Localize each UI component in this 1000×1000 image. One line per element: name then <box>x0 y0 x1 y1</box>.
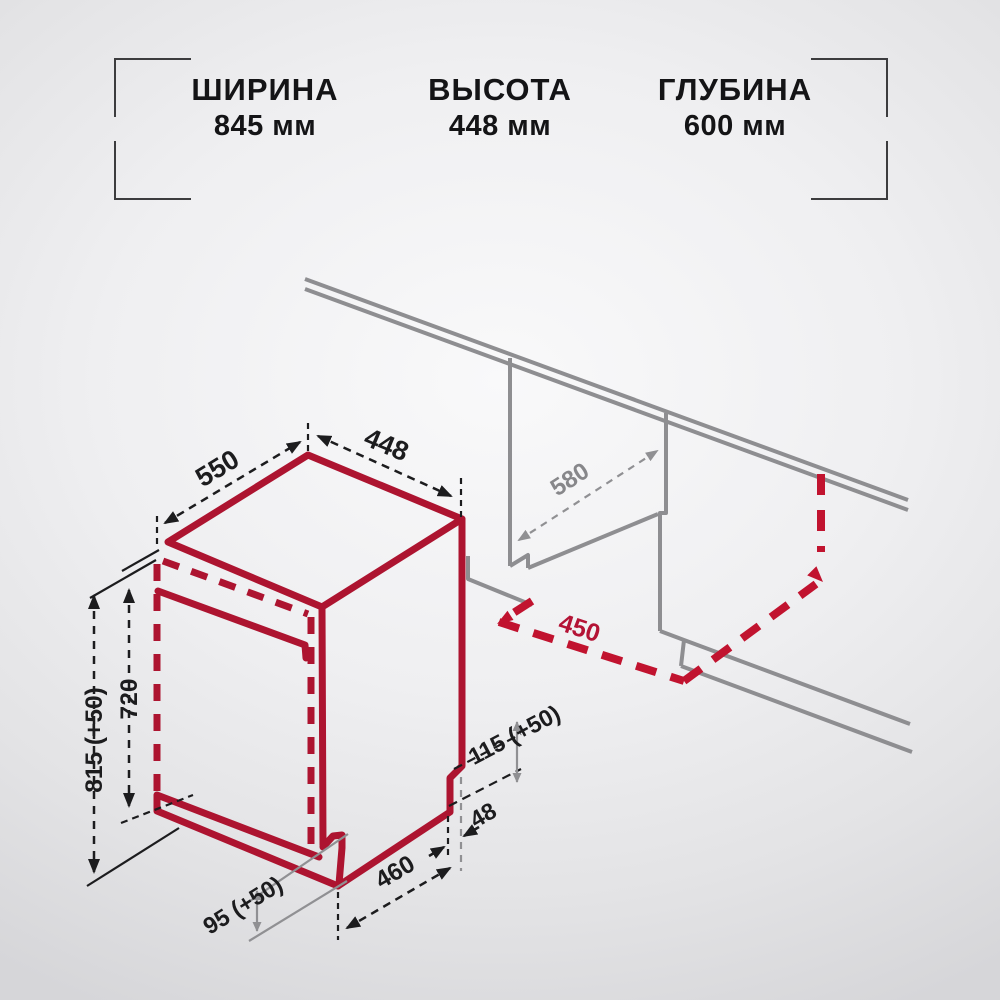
footprint-arrow-right <box>807 566 823 582</box>
label-95: 95 (+50) <box>198 870 288 940</box>
countertop-edge-top <box>305 279 908 500</box>
label-580: 580 <box>545 457 595 502</box>
label-115: 115 (+50) <box>463 700 565 770</box>
height-label: ВЫСОТА <box>428 72 572 107</box>
label-550: 550 <box>190 443 245 493</box>
niche-floor-back-edge <box>528 514 658 568</box>
depth-label: ГЛУБИНА <box>657 72 813 107</box>
appliance-outline <box>157 455 462 886</box>
width-label: ШИРИНА <box>191 72 339 107</box>
height-value: 448 мм <box>448 109 552 142</box>
label-450: 450 <box>555 608 604 649</box>
left-cabinet-plinth <box>468 556 532 605</box>
footprint-back-edge <box>507 601 532 617</box>
label-48: 48 <box>465 797 501 833</box>
label-460: 460 <box>370 850 420 895</box>
depth-value: 600 мм <box>683 109 787 142</box>
right-cabinet-plinth <box>660 631 912 752</box>
label-720: 720 <box>116 678 143 720</box>
label-815: 815 (+50) <box>81 687 108 793</box>
niche-right-wall <box>660 413 666 631</box>
appliance-front-edge <box>322 607 323 845</box>
ext-815-top <box>90 560 156 598</box>
label-448: 448 <box>359 422 414 468</box>
niche-left-plinth-step <box>510 555 528 568</box>
appliance-right-edge <box>338 519 462 886</box>
dim-48-arrow-left <box>429 847 444 856</box>
appliance-door-dashed <box>157 561 311 853</box>
ext-815-bottom <box>87 828 179 886</box>
width-value: 845 мм <box>213 109 317 142</box>
appliance-foot <box>323 835 342 884</box>
dim-580-line <box>519 451 657 540</box>
appliance-control-panel-line <box>158 591 306 658</box>
